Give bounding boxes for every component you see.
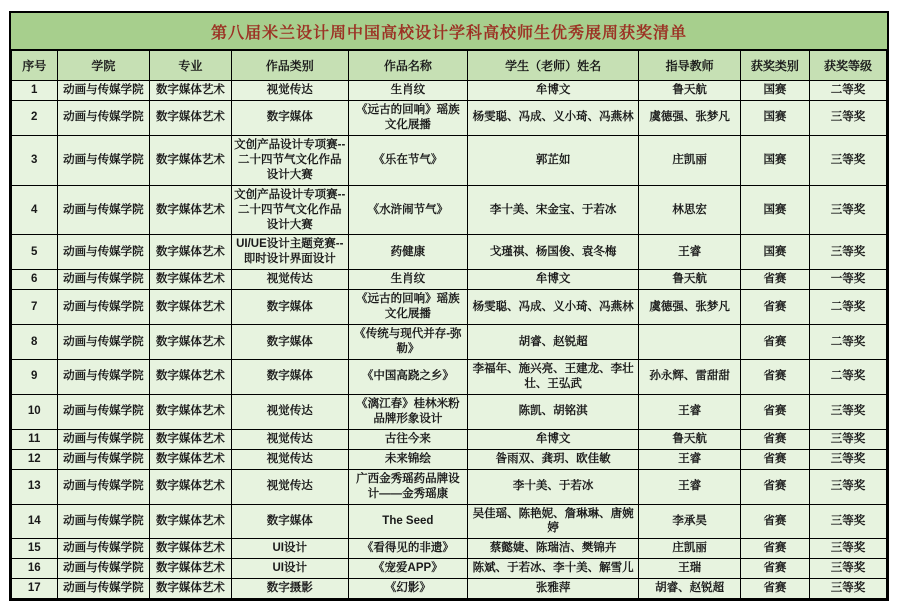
cell-award-level: 二等奖	[810, 290, 887, 325]
cell-student-names: 李十美、于若冰	[467, 469, 639, 504]
col-header-advisor: 指导教师	[639, 51, 741, 81]
cell-college: 动画与传媒学院	[57, 504, 150, 539]
cell-award-level: 三等奖	[810, 469, 887, 504]
cell-award-level: 三等奖	[810, 185, 887, 235]
table-row	[12, 270, 887, 290]
cell-advisor: 孙永辉、雷甜甜	[639, 360, 741, 395]
cell-major: 数字媒体艺术	[150, 235, 231, 270]
cell-advisor: 鲁天航	[639, 429, 741, 449]
cell-work-title: 药健康	[348, 235, 467, 270]
col-header-award-level: 获奖等级	[810, 51, 887, 81]
cell-student-names: 吴佳瑶、陈艳妮、詹琳琳、唐婉婷	[467, 504, 639, 539]
col-header-work-title: 作品名称	[348, 51, 467, 81]
cell-award-category: 国赛	[740, 135, 809, 185]
cell-index: 16	[12, 559, 58, 579]
cell-advisor: 王睿	[639, 449, 741, 469]
header-row	[12, 51, 887, 81]
cell-advisor: 庄凯丽	[639, 539, 741, 559]
col-header-award-category: 获奖类别	[740, 51, 809, 81]
cell-major: 数字媒体艺术	[150, 469, 231, 504]
cell-work-title: 《远古的回响》瑶族文化展播	[348, 290, 467, 325]
cell-major: 数字媒体艺术	[150, 394, 231, 429]
cell-work-title: 《水浒闹节气》	[348, 185, 467, 235]
cell-work-title: 《远古的回响》瑶族文化展播	[348, 100, 467, 135]
cell-major: 数字媒体艺术	[150, 100, 231, 135]
cell-work-category: 数字媒体	[231, 360, 348, 395]
table-row	[12, 449, 887, 469]
cell-college: 动画与传媒学院	[57, 539, 150, 559]
cell-advisor: 胡睿、赵锐超	[639, 579, 741, 599]
cell-award-level: 二等奖	[810, 81, 887, 101]
cell-major: 数字媒体艺术	[150, 539, 231, 559]
table-row	[12, 469, 887, 504]
cell-major: 数字媒体艺术	[150, 325, 231, 360]
cell-student-names: 牟博文	[467, 270, 639, 290]
cell-advisor: 鲁天航	[639, 81, 741, 101]
cell-student-names: 郭芷如	[467, 135, 639, 185]
col-header-college: 学院	[57, 51, 150, 81]
cell-work-category: 视觉传达	[231, 270, 348, 290]
cell-advisor: 王睿	[639, 394, 741, 429]
cell-major: 数字媒体艺术	[150, 290, 231, 325]
cell-award-category: 省赛	[740, 579, 809, 599]
cell-major: 数字媒体艺术	[150, 579, 231, 599]
cell-award-level: 三等奖	[810, 429, 887, 449]
cell-work-title: 《传统与现代并存-弥勒》	[348, 325, 467, 360]
cell-index: 8	[12, 325, 58, 360]
cell-index: 4	[12, 185, 58, 235]
cell-work-title: 《宠爱APP》	[348, 559, 467, 579]
cell-award-level: 三等奖	[810, 100, 887, 135]
cell-index: 2	[12, 100, 58, 135]
cell-student-names: 李福年、施兴亮、王建龙、李壮壮、王弘武	[467, 360, 639, 395]
cell-index: 1	[12, 81, 58, 101]
cell-award-level: 三等奖	[810, 539, 887, 559]
cell-award-category: 省赛	[740, 469, 809, 504]
cell-advisor	[639, 325, 741, 360]
cell-award-level: 三等奖	[810, 504, 887, 539]
cell-major: 数字媒体艺术	[150, 135, 231, 185]
cell-work-category: UI/UE设计主题竞赛--即时设计界面设计	[231, 235, 348, 270]
cell-work-title: 未来锦绘	[348, 449, 467, 469]
cell-award-level: 三等奖	[810, 394, 887, 429]
cell-college: 动画与传媒学院	[57, 135, 150, 185]
cell-work-title: 生肖纹	[348, 270, 467, 290]
cell-index: 14	[12, 504, 58, 539]
cell-award-category: 国赛	[740, 235, 809, 270]
cell-major: 数字媒体艺术	[150, 559, 231, 579]
cell-work-title: 《看得见的非遗》	[348, 539, 467, 559]
cell-index: 3	[12, 135, 58, 185]
table-row	[12, 360, 887, 395]
table-row	[12, 539, 887, 559]
cell-college: 动画与传媒学院	[57, 185, 150, 235]
cell-advisor: 王睿	[639, 469, 741, 504]
cell-major: 数字媒体艺术	[150, 360, 231, 395]
cell-advisor: 林思宏	[639, 185, 741, 235]
cell-award-category: 国赛	[740, 185, 809, 235]
cell-index: 15	[12, 539, 58, 559]
cell-index: 17	[12, 579, 58, 599]
cell-work-title: 《中国高跷之乡》	[348, 360, 467, 395]
table-row	[12, 325, 887, 360]
cell-award-category: 省赛	[740, 559, 809, 579]
cell-student-names: 蔡懿婕、陈瑞洁、樊锦卉	[467, 539, 639, 559]
cell-work-category: 视觉传达	[231, 394, 348, 429]
cell-student-names: 牟博文	[467, 81, 639, 101]
cell-award-category: 省赛	[740, 325, 809, 360]
cell-work-title: 生肖纹	[348, 81, 467, 101]
cell-award-level: 二等奖	[810, 325, 887, 360]
cell-major: 数字媒体艺术	[150, 504, 231, 539]
cell-work-category: 数字摄影	[231, 579, 348, 599]
cell-college: 动画与传媒学院	[57, 360, 150, 395]
table-row	[12, 185, 887, 235]
cell-advisor: 鲁天航	[639, 270, 741, 290]
cell-award-category: 省赛	[740, 290, 809, 325]
cell-student-names: 陈凯、胡铭淇	[467, 394, 639, 429]
col-header-work-category: 作品类别	[231, 51, 348, 81]
cell-work-category: 视觉传达	[231, 429, 348, 449]
cell-index: 5	[12, 235, 58, 270]
cell-student-names: 张雅萍	[467, 579, 639, 599]
cell-work-category: UI设计	[231, 539, 348, 559]
award-list-table-frame	[9, 11, 889, 601]
cell-work-category: UI设计	[231, 559, 348, 579]
table-row	[12, 579, 887, 599]
cell-award-category: 省赛	[740, 539, 809, 559]
cell-award-category: 国赛	[740, 100, 809, 135]
cell-college: 动画与传媒学院	[57, 290, 150, 325]
cell-award-category: 省赛	[740, 270, 809, 290]
cell-award-category: 国赛	[740, 81, 809, 101]
cell-award-category: 省赛	[740, 429, 809, 449]
cell-advisor: 李承昊	[639, 504, 741, 539]
table-row	[12, 429, 887, 449]
cell-award-level: 三等奖	[810, 559, 887, 579]
cell-major: 数字媒体艺术	[150, 81, 231, 101]
award-table	[11, 50, 887, 599]
table-row	[12, 559, 887, 579]
table-row	[12, 100, 887, 135]
cell-college: 动画与传媒学院	[57, 429, 150, 449]
cell-student-names: 李十美、宋金宝、于若冰	[467, 185, 639, 235]
cell-advisor: 王睿	[639, 235, 741, 270]
cell-college: 动画与传媒学院	[57, 559, 150, 579]
cell-college: 动画与传媒学院	[57, 394, 150, 429]
cell-work-category: 数字媒体	[231, 290, 348, 325]
cell-award-category: 省赛	[740, 504, 809, 539]
cell-major: 数字媒体艺术	[150, 185, 231, 235]
cell-award-category: 省赛	[740, 360, 809, 395]
cell-index: 12	[12, 449, 58, 469]
cell-index: 13	[12, 469, 58, 504]
cell-advisor: 王瑞	[639, 559, 741, 579]
table-row	[12, 235, 887, 270]
table-row	[12, 290, 887, 325]
table-row	[12, 504, 887, 539]
cell-award-level: 三等奖	[810, 235, 887, 270]
cell-index: 6	[12, 270, 58, 290]
cell-work-title: 《乐在节气》	[348, 135, 467, 185]
cell-work-title: 古往今来	[348, 429, 467, 449]
cell-award-level: 一等奖	[810, 270, 887, 290]
cell-work-category: 视觉传达	[231, 81, 348, 101]
table-row	[12, 81, 887, 101]
cell-work-category: 视觉传达	[231, 469, 348, 504]
cell-award-level: 三等奖	[810, 449, 887, 469]
cell-major: 数字媒体艺术	[150, 270, 231, 290]
cell-college: 动画与传媒学院	[57, 325, 150, 360]
cell-college: 动画与传媒学院	[57, 469, 150, 504]
cell-work-category: 文创产品设计专项赛--二十四节气文化作品设计大赛	[231, 135, 348, 185]
cell-work-title: The Seed	[348, 504, 467, 539]
cell-college: 动画与传媒学院	[57, 449, 150, 469]
col-header-index: 序号	[12, 51, 58, 81]
table-row	[12, 394, 887, 429]
table-row	[12, 135, 887, 185]
cell-student-names: 戈瑾祺、杨国俊、袁冬梅	[467, 235, 639, 270]
cell-college: 动画与传媒学院	[57, 81, 150, 101]
cell-student-names: 昝雨双、龚玥、欧佳敏	[467, 449, 639, 469]
cell-work-category: 数字媒体	[231, 100, 348, 135]
cell-student-names: 陈斌、于若冰、李十美、解雪儿	[467, 559, 639, 579]
col-header-student-names: 学生（老师）姓名	[467, 51, 639, 81]
cell-work-category: 数字媒体	[231, 504, 348, 539]
cell-student-names: 杨雯聪、冯成、义小琦、冯燕林	[467, 290, 639, 325]
cell-college: 动画与传媒学院	[57, 235, 150, 270]
cell-student-names: 杨雯聪、冯成、义小琦、冯燕林	[467, 100, 639, 135]
cell-advisor: 庄凯丽	[639, 135, 741, 185]
cell-major: 数字媒体艺术	[150, 429, 231, 449]
page-title: 第八届米兰设计周中国高校设计学科高校师生优秀展周获奖清单	[11, 13, 887, 50]
cell-work-title: 广西金秀瑶药品牌设计——金秀瑶康	[348, 469, 467, 504]
cell-college: 动画与传媒学院	[57, 100, 150, 135]
cell-college: 动画与传媒学院	[57, 579, 150, 599]
cell-work-category: 文创产品设计专项赛--二十四节气文化作品设计大赛	[231, 185, 348, 235]
cell-index: 11	[12, 429, 58, 449]
cell-advisor: 虞德强、张梦凡	[639, 100, 741, 135]
cell-advisor: 虞德强、张梦凡	[639, 290, 741, 325]
cell-award-category: 省赛	[740, 449, 809, 469]
cell-major: 数字媒体艺术	[150, 449, 231, 469]
cell-award-level: 二等奖	[810, 360, 887, 395]
cell-work-title: 《幻影》	[348, 579, 467, 599]
cell-award-level: 三等奖	[810, 135, 887, 185]
cell-college: 动画与传媒学院	[57, 270, 150, 290]
cell-work-category: 数字媒体	[231, 325, 348, 360]
cell-index: 7	[12, 290, 58, 325]
col-header-major: 专业	[150, 51, 231, 81]
cell-award-category: 省赛	[740, 394, 809, 429]
cell-index: 9	[12, 360, 58, 395]
cell-index: 10	[12, 394, 58, 429]
cell-award-level: 三等奖	[810, 579, 887, 599]
cell-student-names: 胡睿、赵锐超	[467, 325, 639, 360]
cell-work-title: 《漓江春》桂林米粉品牌形象设计	[348, 394, 467, 429]
cell-student-names: 牟博文	[467, 429, 639, 449]
cell-work-category: 视觉传达	[231, 449, 348, 469]
